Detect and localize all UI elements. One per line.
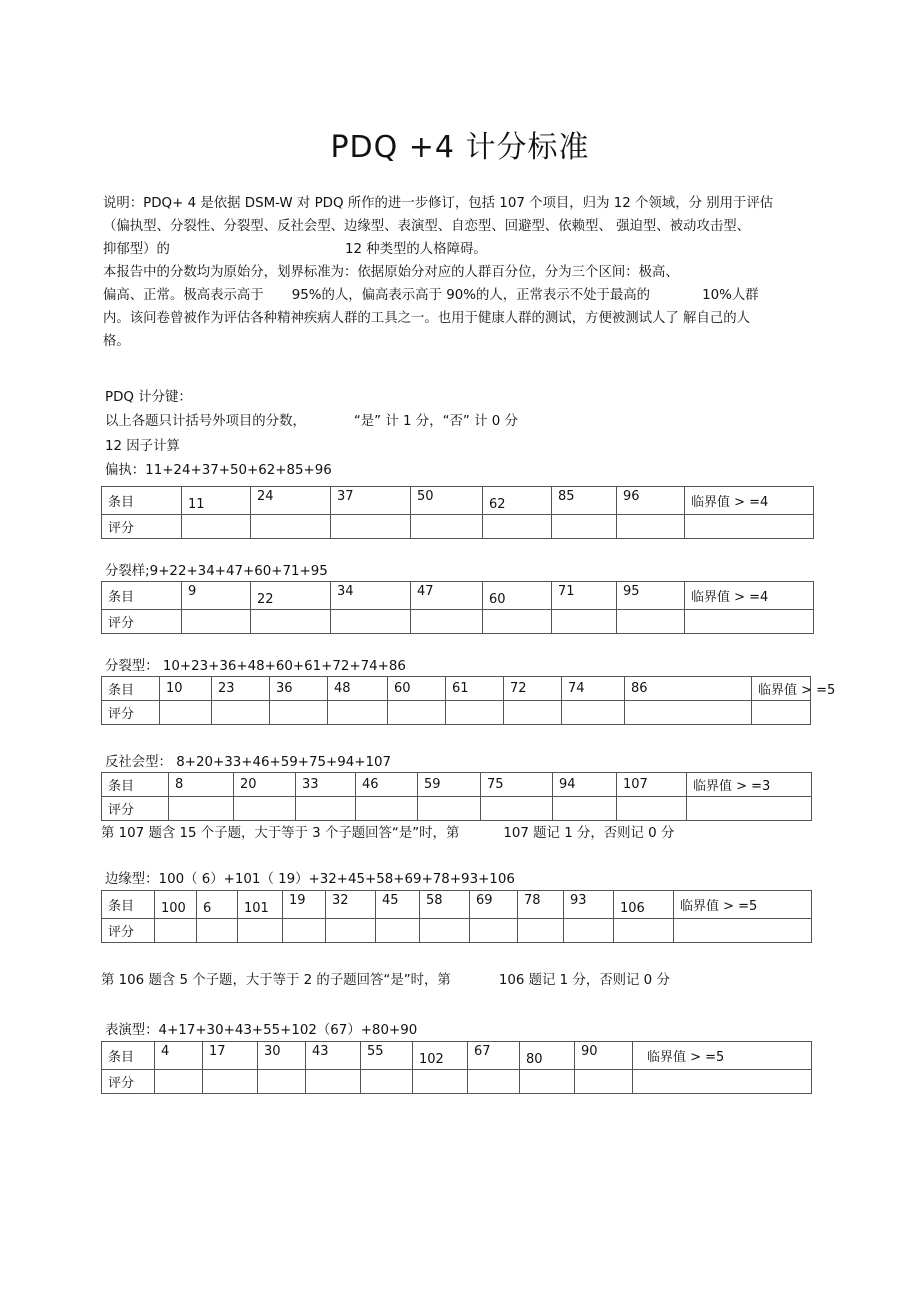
item-number: 62 [483,487,552,515]
score-cell[interactable] [212,701,270,725]
item-number: 43 [306,1042,361,1070]
item-number: 48 [328,677,388,701]
score-cell[interactable] [552,610,617,634]
item-number: 75 [481,773,553,797]
item-number: 101 [238,891,283,919]
item-number: 22 [251,582,331,610]
note-text: 107 题记 1 分，否则记 0 分 [503,826,675,841]
score-cell[interactable] [633,1070,812,1094]
score-cell[interactable] [258,1070,306,1094]
item-label: 条目 [102,891,155,919]
score-cell[interactable] [617,797,687,821]
item-number: 78 [518,891,564,919]
factor-heading: 12 因子计算 [105,439,180,454]
item-number: 8 [169,773,234,797]
score-label: 评分 [102,919,155,943]
note-107 [101,825,674,843]
score-cell[interactable] [520,1070,575,1094]
score-table [101,486,814,539]
item-number: 102 [413,1042,468,1070]
threshold: 临界值 > =5 [752,677,811,701]
intro-line: （偏执型、分裂性、分裂型、反社会型、边缘型、表演型、自恋型、回避型、依赖型、 强迫型、被动攻击型、 [103,219,751,234]
key-rule-text: 以上各题只计括号外项目的分数， [105,414,306,429]
page-title: PDQ +4 计分标准 [330,130,590,165]
score-cell[interactable] [234,797,296,821]
intro-line: 说明：PDQ+ 4 是依据 DSM-W 对 PDQ 所作的进一步修订，包括 107 个项目，归为 12 个领域，分 别用于评估 [103,196,774,211]
score-cell[interactable] [518,919,564,943]
score-cell[interactable] [674,919,812,943]
score-cell[interactable] [270,701,328,725]
item-label: 条目 [102,487,182,515]
note-text: 第 107 题含 15 个子题，大于等于 3 个子题回答“是”时，第 [101,826,460,841]
score-table [101,890,812,943]
score-cell[interactable] [504,701,562,725]
item-number: 94 [553,773,617,797]
score-cell[interactable] [251,610,331,634]
note-text: 106 题记 1 分，否则记 0 分 [498,973,670,988]
intro-text: 95%的人，偏高表示高于 90%的人，正常表示不处于最高的 [291,288,651,303]
score-cell[interactable] [328,701,388,725]
item-number: 9 [182,582,251,610]
item-number: 80 [520,1042,575,1070]
score-table [101,581,814,634]
item-number: 90 [575,1042,633,1070]
intro-text: 10%人群 [702,288,759,303]
score-table [101,1041,812,1094]
item-number: 67 [468,1042,520,1070]
score-label: 评分 [102,1070,155,1094]
score-label: 评分 [102,797,169,821]
score-cell[interactable] [356,797,418,821]
score-cell[interactable] [155,1070,203,1094]
section-formula: 表演型：4+17+30+43+55+102（67）+80+90 [105,1023,418,1038]
item-number: 106 [614,891,674,919]
section-formula: 偏执：11+24+37+50+62+85+96 [105,463,332,478]
score-cell[interactable] [553,797,617,821]
item-number: 37 [331,487,411,515]
item-number: 59 [418,773,481,797]
item-number: 4 [155,1042,203,1070]
score-cell[interactable] [182,610,251,634]
item-number: 47 [411,582,483,610]
item-number: 23 [212,677,270,701]
threshold: 临界值 > =5 [633,1042,812,1070]
intro-text: 抑郁型）的 [103,242,170,257]
score-table [101,676,836,725]
score-cell[interactable] [182,515,251,539]
score-cell[interactable] [614,919,674,943]
score-cell[interactable] [411,610,483,634]
score-cell[interactable] [617,610,685,634]
item-label: 条目 [102,582,182,610]
note-106 [101,972,670,990]
score-cell[interactable] [331,515,411,539]
item-number: 100 [155,891,197,919]
score-cell[interactable] [575,1070,633,1094]
score-cell[interactable] [413,1070,468,1094]
item-number: 58 [420,891,470,919]
threshold: 临界值 > =4 [685,487,814,515]
key-heading: PDQ 计分键： [105,390,192,405]
item-label: 条目 [102,773,169,797]
item-number: 11 [182,487,251,515]
item-number: 71 [552,582,617,610]
score-cell[interactable] [468,1070,520,1094]
item-number: 96 [617,487,685,515]
threshold: 临界值 > =5 [674,891,812,919]
item-number: 93 [564,891,614,919]
intro-paragraph [103,192,818,353]
item-label: 条目 [102,677,160,701]
score-cell[interactable] [685,610,814,634]
score-label: 评分 [102,701,160,725]
item-number: 10 [160,677,212,701]
score-cell[interactable] [296,797,356,821]
item-label: 条目 [102,1042,155,1070]
key-rule [105,413,518,431]
item-number: 85 [552,487,617,515]
score-cell[interactable] [562,701,625,725]
section-formula: 边缘型：100（ 6）+101（ 19）+32+45+58+69+78+93+106 [105,872,515,887]
score-cell[interactable] [685,515,814,539]
score-label: 评分 [102,610,182,634]
score-cell[interactable] [197,919,238,943]
item-number: 61 [446,677,504,701]
score-cell[interactable] [470,919,518,943]
key-rule-text: “是” 计 1 分，“否” 计 0 分 [353,414,518,429]
intro-line [103,238,818,261]
score-cell[interactable] [411,515,483,539]
score-cell[interactable] [361,1070,413,1094]
intro-text: 偏高、正常。极高表示高于 [103,288,264,303]
score-label: 评分 [102,515,182,539]
score-cell[interactable] [160,701,212,725]
score-cell[interactable] [203,1070,258,1094]
score-cell[interactable] [306,1070,361,1094]
score-cell[interactable] [617,515,685,539]
score-cell[interactable] [238,919,283,943]
section-formula: 反社会型： 8+20+33+46+59+75+94+107 [105,755,392,770]
score-cell[interactable] [481,797,553,821]
score-cell[interactable] [376,919,420,943]
intro-line: 本报告中的分数均为原始分，划界标准为：依据原始分对应的人群百分位，分为三个区间：极高、 [103,265,679,280]
score-cell[interactable] [169,797,234,821]
score-cell[interactable] [251,515,331,539]
item-number: 32 [326,891,376,919]
intro-text: 12 种类型的人格障碍。 [344,242,487,257]
score-cell[interactable] [418,797,481,821]
item-number: 74 [562,677,625,701]
score-cell[interactable] [687,797,812,821]
item-number: 55 [361,1042,413,1070]
item-number: 50 [411,487,483,515]
item-number: 34 [331,582,411,610]
intro-line: 内。该问卷曾被作为评估各种精神疾病人群的工具之一。也用于健康人群的测试，方便被测试人了 解自己的人 [103,311,751,326]
intro-line: 格。 [103,334,130,349]
score-cell[interactable] [625,701,752,725]
score-cell[interactable] [483,515,552,539]
score-cell[interactable] [552,515,617,539]
threshold: 临界值 > =4 [685,582,814,610]
score-table [101,772,812,821]
section-formula: 分裂样;9+22+34+47+60+71+95 [105,564,328,579]
item-number: 33 [296,773,356,797]
score-cell[interactable] [564,919,614,943]
item-number: 30 [258,1042,306,1070]
score-cell[interactable] [752,701,811,725]
note-text: 第 106 题含 5 个子题，大于等于 2 的子题回答“是”时，第 [101,973,451,988]
item-number: 46 [356,773,418,797]
threshold: 临界值 > =3 [687,773,812,797]
score-cell[interactable] [446,701,504,725]
item-number: 60 [388,677,446,701]
score-cell[interactable] [283,919,326,943]
item-number: 36 [270,677,328,701]
item-number: 95 [617,582,685,610]
score-cell[interactable] [326,919,376,943]
item-number: 60 [483,582,552,610]
item-number: 45 [376,891,420,919]
item-number: 69 [470,891,518,919]
item-number: 86 [625,677,752,701]
item-number: 24 [251,487,331,515]
item-number: 17 [203,1042,258,1070]
score-cell[interactable] [331,610,411,634]
score-cell[interactable] [483,610,552,634]
intro-line [103,284,818,307]
item-number: 107 [617,773,687,797]
score-cell[interactable] [420,919,470,943]
item-number: 19 [283,891,326,919]
score-cell[interactable] [388,701,446,725]
section-formula: 分裂型： 10+23+36+48+60+61+72+74+86 [105,659,406,674]
item-number: 20 [234,773,296,797]
item-number: 6 [197,891,238,919]
item-number: 72 [504,677,562,701]
score-cell[interactable] [155,919,197,943]
